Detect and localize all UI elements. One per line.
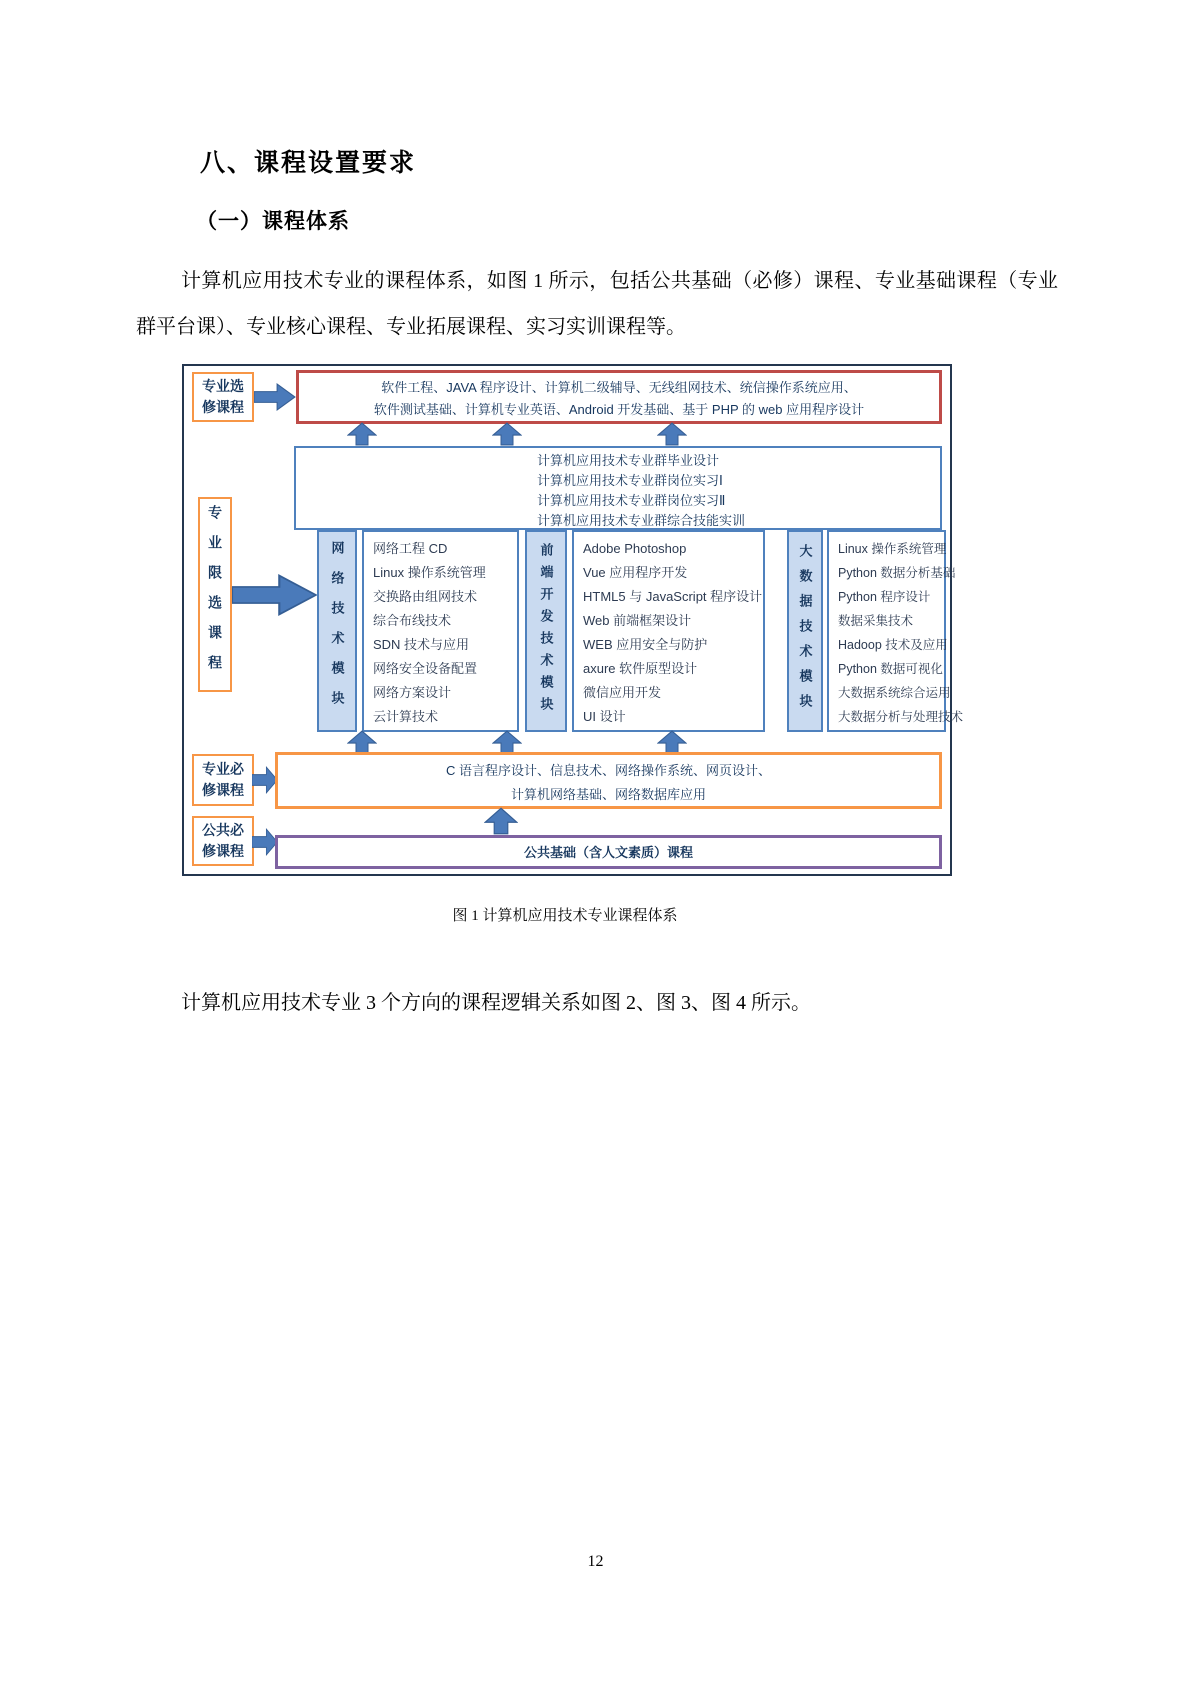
core-line-1: C 语言程序设计、信息技术、网络操作系统、网页设计、	[445, 763, 771, 778]
closing-paragraph: 计算机应用技术专业 3 个方向的课程逻辑关系如图 2、图 3、图 4 所示。	[181, 992, 811, 1014]
practice-line: 计算机应用技术专业群毕业设计	[537, 453, 720, 468]
arrow-right-icon	[232, 574, 318, 616]
intro-paragraph: 计算机应用技术专业的课程体系，如图 1 所示，包括公共基础（必修）课程、专业基础课程（专业群平台课）、专业核心课程、专业拓展课程、实习实训课程等。	[136, 270, 1058, 338]
arrow-right-icon	[254, 383, 296, 411]
label-public-text: 公共必修课程	[201, 822, 244, 859]
course-item: 网络安全设备配置	[373, 661, 478, 676]
label-elective-text: 专业选修课程	[201, 378, 244, 415]
module-label-network: 网络技术模块	[317, 530, 357, 732]
figure-course-system	[182, 364, 964, 876]
course-item: 网络方案设计	[373, 685, 452, 700]
elective-courses-box	[296, 370, 942, 424]
elective-line-1: 软件工程、JAVA 程序设计、计算机二级辅导、无线组网技术、统信操作系统应用、	[381, 380, 857, 395]
elective-line-2: 软件测试基础、计算机专业英语、Android 开发基础、基于 PHP 的 web 应用程序设计	[373, 402, 865, 417]
course-item: SDN 技术与应用	[373, 637, 470, 652]
arrow-up-icon	[657, 422, 687, 446]
course-item: axure 软件原型设计	[583, 661, 698, 676]
public-basic-courses-box: 公共基础（含人文素质）课程	[275, 835, 942, 869]
arrow-up-icon	[347, 422, 377, 446]
module-courses-network	[362, 530, 519, 732]
course-item: UI 设计	[583, 709, 626, 724]
label-limited-elective-courses: 专业限选课程	[198, 497, 232, 692]
practice-courses-box	[294, 446, 942, 530]
course-item: Vue 应用程序开发	[583, 565, 688, 580]
practice-line: 计算机应用技术专业群综合技能实训	[537, 513, 746, 528]
course-item: 大数据系统综合运用	[838, 686, 951, 700]
arrow-up-icon	[347, 730, 377, 754]
page-number: 12	[587, 1553, 604, 1570]
core-required-courses-box	[275, 752, 942, 809]
course-item: 交换路由组网技术	[373, 589, 478, 604]
course-item: WEB 应用安全与防护	[583, 637, 708, 652]
arrow-up-icon	[492, 422, 522, 446]
arrow-up-icon	[484, 807, 518, 835]
section-heading: 八、课程设置要求	[200, 149, 417, 177]
course-item: 数据采集技术	[838, 614, 914, 628]
course-item: Python 程序设计	[838, 590, 931, 604]
module-label-bigdata: 大数据技术模块	[787, 530, 823, 732]
label-required-courses	[192, 754, 254, 806]
course-item: Linux 操作系统管理	[373, 565, 486, 580]
module-courses-frontend	[572, 530, 765, 732]
course-item: 云计算技术	[373, 709, 439, 724]
arrow-up-icon	[492, 730, 522, 754]
course-item: 大数据分析与处理技术	[838, 710, 964, 724]
practice-line: 计算机应用技术专业群岗位实习Ⅰ	[537, 473, 723, 488]
course-item: 网络工程 CD	[373, 541, 448, 556]
course-item: Python 数据可视化	[838, 662, 943, 676]
core-line-2: 计算机网络基础、网络数据库应用	[510, 787, 706, 802]
course-item: 微信应用开发	[583, 685, 662, 700]
subsection-heading: （一）课程体系	[196, 210, 350, 233]
practice-line: 计算机应用技术专业群岗位实习Ⅱ	[537, 493, 726, 508]
module-label-frontend: 前端开发技术模块	[525, 530, 567, 732]
arrow-up-icon	[657, 730, 687, 754]
course-item: Adobe Photoshop	[583, 541, 687, 556]
label-public-required-courses	[192, 816, 254, 866]
figure-caption: 图 1 计算机应用技术专业课程体系	[452, 908, 678, 924]
label-required-text: 专业必修课程	[201, 761, 244, 798]
course-item: Hadoop 技术及应用	[838, 638, 948, 652]
course-item: Web 前端框架设计	[583, 613, 692, 628]
label-elective-courses	[192, 372, 254, 422]
course-item: Linux 操作系统管理	[838, 542, 947, 556]
course-item: 综合布线技术	[373, 613, 452, 628]
course-item: HTML5 与 JavaScript 程序设计	[583, 589, 763, 604]
course-item: Python 数据分析基础	[838, 566, 956, 580]
module-courses-bigdata	[827, 530, 964, 732]
